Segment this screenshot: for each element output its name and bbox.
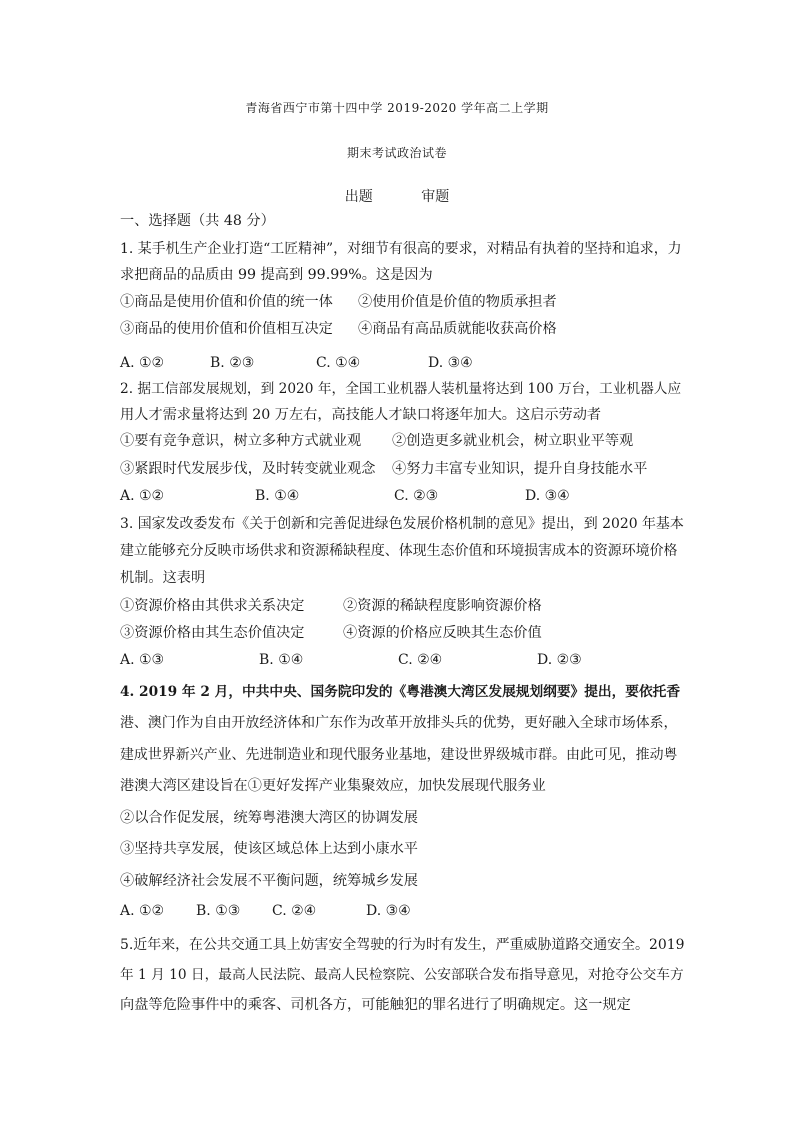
q1-stem-line1: 1. 某手机生产企业打造“工匠精神”，对细节有很高的要求，对精品有执着的坚持和追求，力 [120, 241, 682, 257]
q4-option-c: C. ②④ [272, 903, 317, 919]
q3-statement-1: ①资源价格由其供求关系决定 [120, 598, 305, 614]
q2-statement-3: ③紧跟时代发展步伐，及时转变就业观念 [120, 461, 376, 477]
q1-statement-1: ①商品是使用价值和价值的统一体 [120, 294, 333, 310]
q2-option-a: A. ①② [120, 488, 165, 504]
exam-title-line2: 期末考试政治试卷 [346, 146, 447, 160]
authors [0, 186, 794, 206]
q5-stem-line3: 向盘等危险事件中的乘客、司机各方，可能触犯的罪名进行了明确规定。这一规定 [120, 997, 631, 1013]
q1-option-d: D. ③④ [428, 355, 473, 371]
q5-stem-line2: 年 1 月 10 日，最高人民法院、最高人民检察院、公安部联合发布指导意见，对抢夺公交车方 [120, 967, 684, 983]
q2-statement-1: ①要有竞争意识，树立多种方式就业观 [120, 433, 362, 449]
q4-stem-line4: 港澳大湾区建设旨在①更好发挥产业集聚效应，加快发展现代服务业 [120, 778, 546, 794]
q3-stem-line2: 建立能够充分反映市场供求和资源稀缺程度、体现生态价值和环境损害成本的资源环境价格 [120, 543, 678, 559]
reviewer-label: 审题 [421, 189, 450, 205]
q3-stem-line3: 机制。这表明 [120, 570, 206, 586]
q2-option-d: D. ③④ [525, 488, 570, 504]
q2-option-b: B. ①④ [255, 488, 300, 504]
q2-stem-line2: 用人才需求量将达到 20 万左右，高技能人才缺口将逐年加大。这启示劳动者 [120, 407, 602, 423]
q3-option-b: B. ①④ [259, 652, 304, 668]
q3-statement-3: ③资源价格由其生态价值决定 [120, 625, 305, 641]
q4-statement-2: ②以合作促发展，统筹粤港澳大湾区的协调发展 [120, 810, 418, 826]
q5-stem-line1: 5.近年来，在公共交通工具上妨害安全驾驶的行为时有发生，严重威胁道路交通安全。2019 [120, 937, 685, 953]
q3-option-c: C. ②④ [398, 652, 443, 668]
q4-stem-line2: 港、澳门作为自由开放经济体和广东作为改革开放排头兵的优势，更好融入全球市场体系， [120, 715, 678, 731]
exam-title-line1: 青海省西宁市第十四中学 2019-2020 学年高二上学期 [245, 101, 549, 115]
q3-option-d: D. ②③ [537, 652, 582, 668]
q4-option-b: B. ①③ [196, 903, 241, 919]
q1-option-c: C. ①④ [316, 355, 361, 371]
q3-statement-2: ②资源的稀缺程度影响资源价格 [343, 598, 542, 614]
q1-option-a: A. ①② [120, 355, 165, 371]
q4-option-a: A. ①② [120, 903, 165, 919]
q3-stem-line1: 3. 国家发改委发布《关于创新和完善促进绿色发展价格机制的意见》提出，到 2020 年基本 [120, 516, 684, 532]
q4-option-d: D. ③④ [366, 903, 411, 919]
q4-stem-line1: 4. 2019 年 2 月，中共中央、国务院印发的《粤港澳大湾区发展规划纲要》提出，要依托香 [120, 684, 681, 700]
q4-stem-line3: 建成世界新兴产业、先进制造业和现代服务业基地，建设世界级城市群。由此可见，推动粤 [120, 747, 678, 763]
q2-statement-2: ②创造更多就业机会，树立职业平等观 [392, 433, 634, 449]
q3-option-a: A. ①③ [120, 652, 165, 668]
q1-statement-4: ④商品有高品质就能收获高价格 [358, 321, 557, 337]
q2-option-c: C. ②③ [394, 488, 439, 504]
q2-stem-line1: 2. 据工信部发展规划，到 2020 年，全国工业机器人装机量将达到 100 万台，工业机器人应 [120, 381, 682, 397]
section-heading: 一、选择题（共 48 分） [120, 213, 275, 229]
q3-statement-4: ④资源的价格应反映其生态价值 [343, 625, 542, 641]
setter-label: 出题 [344, 189, 373, 205]
q1-stem-line2: 求把商品的品质由 99 提高到 99.99%。这是因为 [120, 267, 433, 283]
q1-statement-3: ③商品的使用价值和价值相互决定 [120, 321, 333, 337]
q4-statement-3: ③坚持共享发展，使该区域总体上达到小康水平 [120, 841, 418, 857]
q1-option-b: B. ②③ [210, 355, 255, 371]
q1-statement-2: ②使用价值是价值的物质承担者 [358, 294, 557, 310]
q2-statement-4: ④努力丰富专业知识，提升自身技能水平 [392, 461, 648, 477]
q4-statement-4: ④破解经济社会发展不平衡问题，统筹城乡发展 [120, 873, 418, 889]
